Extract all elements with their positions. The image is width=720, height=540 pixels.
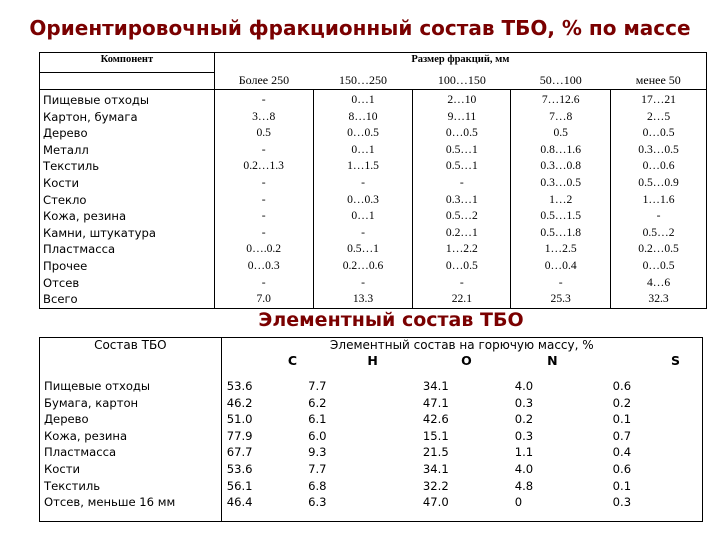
- table-row: [40, 411, 703, 428]
- fraction-value: 32.3: [611, 291, 707, 308]
- fraction-value: 1…2: [511, 192, 611, 209]
- table-row: [40, 241, 707, 258]
- fraction-value: 0.2…0.6: [313, 258, 413, 275]
- size-col-header: 50…100: [511, 73, 611, 90]
- component-header: Компонент: [40, 53, 215, 73]
- element-value: 4.8: [514, 478, 534, 493]
- component-name: Кожа, резина: [40, 208, 215, 225]
- fraction-value: -: [214, 90, 313, 109]
- composition-name: Отсев, меньше 16 мм: [40, 494, 222, 521]
- fraction-value: 9…11: [413, 109, 511, 126]
- fraction-value: 1…1.6: [611, 192, 707, 209]
- size-col-header: 100…150: [413, 73, 511, 90]
- table-row: [40, 478, 703, 495]
- fraction-value: 0…0.5: [413, 258, 511, 275]
- element-value: 42.6: [422, 412, 449, 427]
- composition-name: Пищевые отходы: [40, 368, 222, 395]
- element-value: 4.0: [514, 461, 534, 476]
- fraction-value: -: [214, 225, 313, 242]
- component-header-spacer: [40, 73, 215, 90]
- size-header: Размер фракций, мм: [214, 53, 706, 73]
- table-row: [40, 275, 707, 292]
- size-col-header: менее 50: [611, 73, 707, 90]
- element-col-header: H: [367, 353, 378, 368]
- fraction-value: -: [214, 208, 313, 225]
- component-name: Камни, штукатура: [40, 225, 215, 242]
- component-name: Отсев: [40, 275, 215, 292]
- element-col-header: S: [608, 353, 703, 368]
- element-value: 6.8: [308, 478, 327, 493]
- element-value: 9.3: [308, 445, 327, 460]
- element-value: 7.7: [308, 379, 327, 393]
- table-row: [40, 142, 707, 159]
- element-col-header: C: [287, 353, 298, 368]
- table-row: [40, 109, 707, 126]
- fraction-value: 0.5: [511, 125, 611, 142]
- fraction-value: -: [413, 175, 511, 192]
- element-value: 0.4: [608, 444, 703, 461]
- table-row: [40, 158, 707, 175]
- table-row: [40, 395, 703, 412]
- fraction-value: 1…2.2: [413, 241, 511, 258]
- fraction-value: 8…10: [313, 109, 413, 126]
- fraction-value: 0…0.3: [214, 258, 313, 275]
- table-row: [40, 208, 707, 225]
- fraction-value: 0…0.5: [413, 125, 511, 142]
- fraction-value: 0….0.2: [214, 241, 313, 258]
- table-row: [40, 291, 707, 308]
- element-value: 6.1: [308, 412, 327, 427]
- fraction-value: 0.5…1: [413, 142, 511, 159]
- element-value: 53.6: [226, 461, 253, 476]
- element-value: 0.1: [608, 478, 703, 495]
- fraction-value: 0…0.5: [611, 125, 707, 142]
- composition-name: Кожа, резина: [40, 428, 222, 445]
- table-row: [40, 368, 703, 395]
- composition-header: Состав ТБО: [40, 338, 222, 369]
- element-value: 4.0: [514, 379, 534, 393]
- fraction-value: -: [511, 275, 611, 292]
- table-row: [40, 192, 707, 209]
- fraction-value: -: [313, 175, 413, 192]
- table-row: [40, 258, 707, 275]
- fraction-value: 0…0.3: [313, 192, 413, 209]
- fraction-value: 2…10: [413, 90, 511, 109]
- element-value: 15.1: [422, 428, 449, 443]
- fraction-value: 0.5…1.5: [511, 208, 611, 225]
- fraction-value: 0…0.5: [611, 258, 707, 275]
- element-value: 6.3: [303, 494, 418, 521]
- element-value: 0.6: [608, 368, 703, 395]
- element-value: 34.1: [422, 461, 449, 476]
- fraction-value: 0.3…0.5: [611, 142, 707, 159]
- composition-name: Пластмасса: [40, 444, 222, 461]
- component-name: Стекло: [40, 192, 215, 209]
- element-value: 46.4: [221, 494, 303, 521]
- element-value: 0.7: [608, 428, 703, 445]
- fraction-value: -: [214, 192, 313, 209]
- fraction-value: 0.5…1: [313, 241, 413, 258]
- fraction-value: 0.3…1: [413, 192, 511, 209]
- element-value: 67.7: [226, 445, 253, 460]
- fraction-value: 0.2…1.3: [214, 158, 313, 175]
- element-value: 46.2: [226, 395, 253, 410]
- element-value: 6.2: [308, 395, 327, 410]
- element-value: 53.6: [226, 379, 253, 393]
- table-row: [40, 175, 707, 192]
- fraction-value: -: [214, 142, 313, 159]
- fraction-title: Ориентировочный фракционный состав ТБО, % по массе: [29, 16, 691, 40]
- table-row: [40, 125, 707, 142]
- element-value: 0.3: [608, 494, 703, 521]
- fraction-value: 1…1.5: [313, 158, 413, 175]
- table-row: [40, 494, 703, 521]
- size-col-header: 150…250: [313, 73, 413, 90]
- fraction-value: 17…21: [611, 90, 707, 109]
- element-value: 0.6: [608, 461, 703, 478]
- fraction-value: 0…0.4: [511, 258, 611, 275]
- composition-name: Текстиль: [40, 478, 222, 495]
- fraction-value: 22.1: [413, 291, 511, 308]
- component-name: Кости: [40, 175, 215, 192]
- table-row: [40, 428, 703, 445]
- element-value: 47.1: [422, 395, 449, 410]
- composition-name: Кости: [40, 461, 222, 478]
- element-value: 0.1: [608, 411, 703, 428]
- table-row: [40, 90, 707, 109]
- fraction-value: -: [313, 275, 413, 292]
- element-value: 7.7: [308, 461, 327, 476]
- fraction-value: 3…8: [214, 109, 313, 126]
- fraction-value: -: [313, 225, 413, 242]
- fraction-value: 0.5…2: [611, 225, 707, 242]
- fraction-value: 25.3: [511, 291, 611, 308]
- element-value: 0: [510, 494, 608, 521]
- composition-name: Дерево: [40, 411, 222, 428]
- fraction-value: 1…2.5: [511, 241, 611, 258]
- element-value: 0.2: [608, 395, 703, 412]
- fraction-value: 0…0.6: [611, 158, 707, 175]
- element-value: 77.9: [226, 428, 253, 443]
- fraction-value: 7…12.6: [511, 90, 611, 109]
- fraction-value: 0.5…2: [413, 208, 511, 225]
- elemental-table: [39, 337, 703, 522]
- component-name: Прочее: [40, 258, 215, 275]
- element-value: 0.3: [514, 395, 534, 410]
- fraction-value: 7.0: [214, 291, 313, 308]
- element-value: 0.3: [514, 428, 534, 443]
- size-col-header: Более 250: [214, 73, 313, 90]
- fraction-value: 0…1: [313, 208, 413, 225]
- element-value: 32.2: [422, 478, 449, 493]
- elemental-title: Элементный состав ТБО: [258, 309, 524, 331]
- fraction-value: 0…1: [313, 90, 413, 109]
- component-name: Металл: [40, 142, 215, 159]
- component-name: Пластмасса: [40, 241, 215, 258]
- component-name: Пищевые отходы: [40, 90, 215, 109]
- element-value: 1.1: [514, 445, 534, 460]
- element-value: 51.0: [226, 412, 253, 427]
- fraction-value: -: [214, 175, 313, 192]
- fraction-value: 7…8: [511, 109, 611, 126]
- fraction-value: -: [214, 275, 313, 292]
- fraction-value: 0.5…0.9: [611, 175, 707, 192]
- element-col-header: O: [461, 353, 472, 368]
- component-name: Всего: [40, 291, 215, 308]
- fraction-value: 0.2…1: [413, 225, 511, 242]
- fraction-value: -: [413, 275, 511, 292]
- fraction-value: 0.3…0.5: [511, 175, 611, 192]
- component-name: Текстиль: [40, 158, 215, 175]
- element-col-header: N: [547, 353, 558, 368]
- elements-header: Элементный состав на горючую массу, %: [221, 338, 702, 354]
- fraction-value: 0.5…1: [413, 158, 511, 175]
- component-name: Картон, бумага: [40, 109, 215, 126]
- fraction-value: 4…6: [611, 275, 707, 292]
- fraction-value: 0…0.5: [313, 125, 413, 142]
- composition-name: Бумага, картон: [40, 395, 222, 412]
- table-row: [40, 225, 707, 242]
- fraction-value: -: [611, 208, 707, 225]
- fraction-value: 0.5: [214, 125, 313, 142]
- fraction-table: [39, 52, 707, 309]
- fraction-value: 0.8…1.6: [511, 142, 611, 159]
- element-value: 34.1: [422, 379, 449, 393]
- element-value: 56.1: [226, 478, 253, 493]
- element-value: 0.2: [514, 412, 534, 427]
- element-value: 6.0: [308, 428, 327, 443]
- component-name: Дерево: [40, 125, 215, 142]
- table-row: [40, 461, 703, 478]
- fraction-value: 0.3…0.8: [511, 158, 611, 175]
- fraction-value: 13.3: [313, 291, 413, 308]
- fraction-value: 0.2…0.5: [611, 241, 707, 258]
- fraction-value: 0…1: [313, 142, 413, 159]
- fraction-value: 2…5: [611, 109, 707, 126]
- fraction-value: 0.5…1.8: [511, 225, 611, 242]
- table-row: [40, 444, 703, 461]
- element-value: 21.5: [422, 445, 449, 460]
- element-value: 47.0: [418, 494, 510, 521]
